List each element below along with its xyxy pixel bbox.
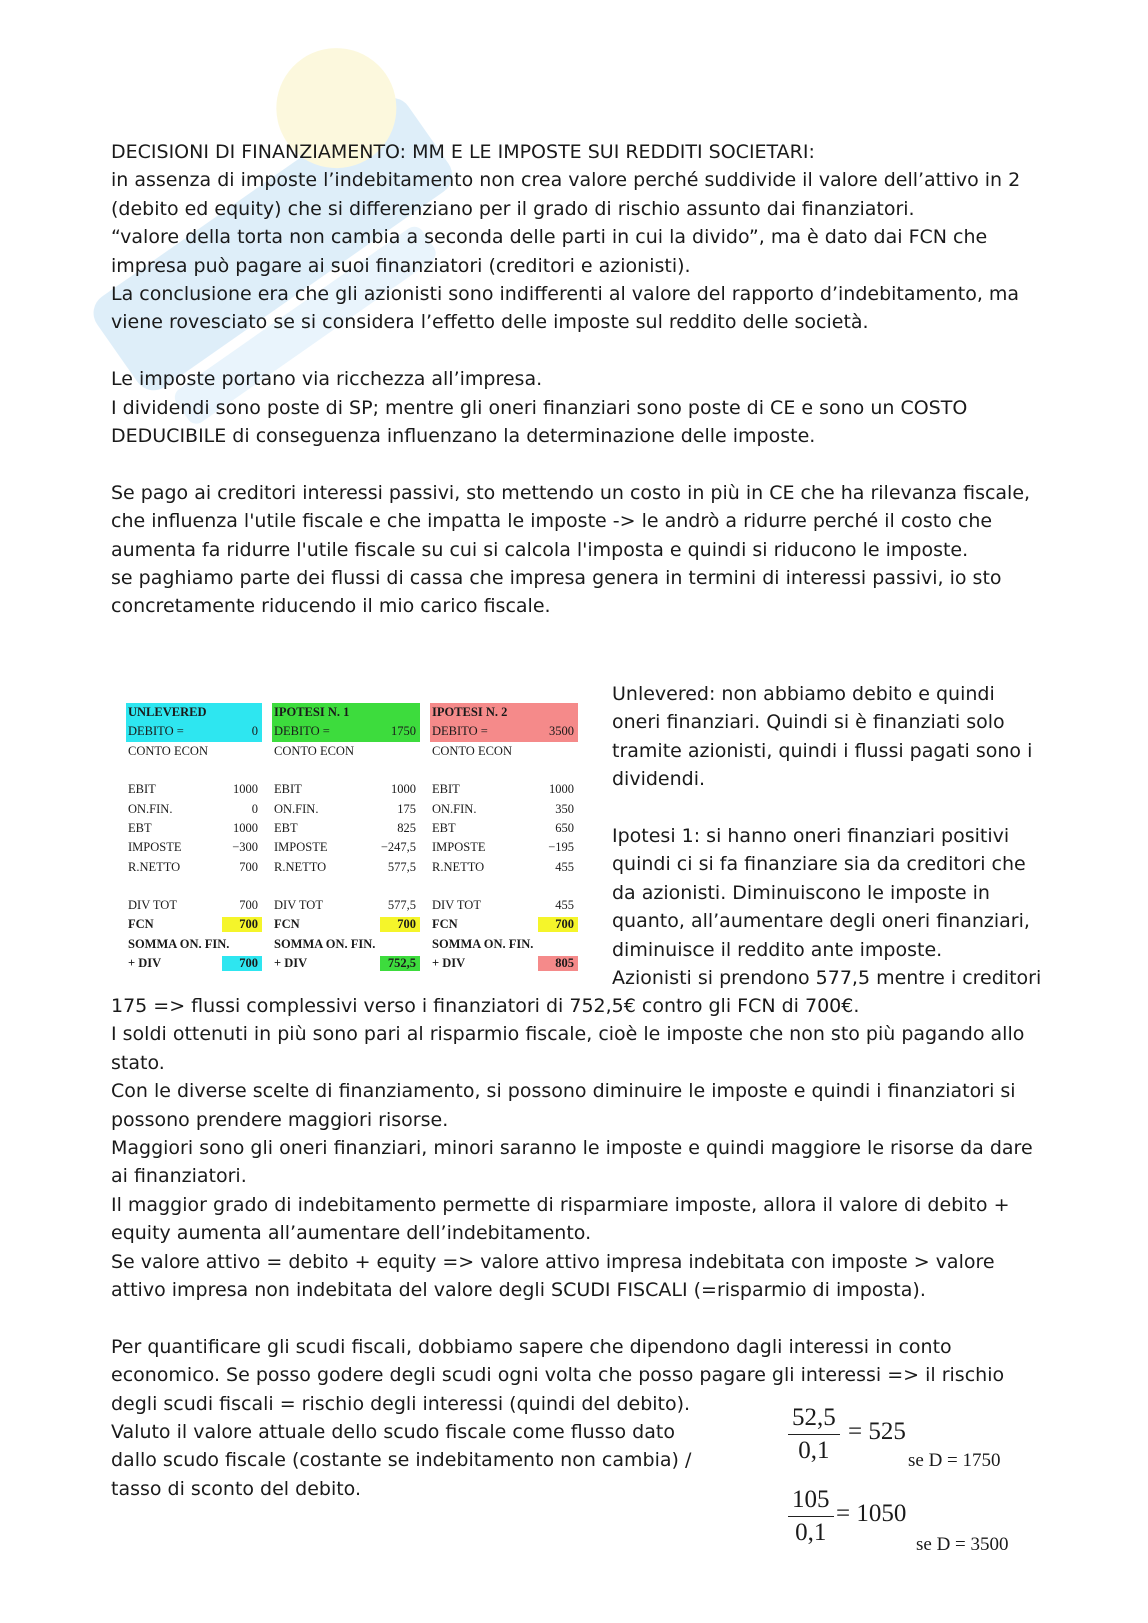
- formula-1-condition: se D = 1750: [908, 1450, 1001, 1471]
- row-value: 1000: [549, 782, 574, 797]
- row-label: ON.FIN.: [432, 801, 477, 816]
- page-title: DECISIONI DI FINANZIAMENTO: MM E LE IMPOSTE SUI REDDITI SOCIETARI:: [111, 141, 815, 163]
- row-label: R.NETTO: [432, 859, 485, 874]
- row-label: SOMMA ON. FIN.: [432, 936, 534, 951]
- document-body-middle: [111, 992, 1048, 1418]
- unlevered-text: Unlevered: non abbiamo debito e quindi oneri finanziari. Quindi si è finanziati solo tramite azionisti, quindi i flussi pagati sono i dividendi.: [612, 683, 1033, 791]
- formula-2-result: = 1050: [836, 1500, 907, 1527]
- formula-1-fraction: [788, 1402, 840, 1467]
- p4-line-1: 175 => flussi complessivi verso i finanziatori di 752,5€ contro gli FCN di 700€.: [111, 995, 860, 1017]
- div-row: [272, 954, 420, 973]
- table-row: [272, 838, 420, 857]
- paragraph-dividendi: I dividendi sono poste di SP; mentre gli oneri finanziari sono poste di CE e sono un COSTO DEDUCIBILE di conseguenza influenzano la determinazione delle imposte.: [111, 396, 968, 448]
- conto-econ-row: [126, 742, 262, 761]
- formula-2-denominator: 0,1: [795, 1519, 827, 1546]
- row-label: EBT: [432, 820, 456, 835]
- document-body-bottom: [111, 1418, 721, 1503]
- fcn-row: [126, 915, 262, 934]
- table-row: [126, 780, 262, 799]
- row-label: DEBITO =: [432, 724, 488, 739]
- row-label: FCN: [128, 917, 154, 932]
- table-ipotesi-1: [272, 703, 420, 973]
- row-value: 805: [538, 956, 578, 971]
- row-label: EBIT: [128, 782, 156, 797]
- formula-1-result: = 525: [848, 1418, 906, 1445]
- row-label: IMPOSTE: [274, 840, 328, 855]
- formula-2-numerator: 105: [788, 1484, 834, 1517]
- table-row: [126, 799, 262, 818]
- row-label: IMPOSTE: [432, 840, 486, 855]
- row-label: + DIV: [432, 956, 466, 970]
- div-tot-row: [430, 896, 578, 915]
- conto-econ-row: [430, 742, 578, 761]
- row-value: 3500: [549, 724, 574, 739]
- row-value: 0: [251, 801, 258, 816]
- row-value: 752,5: [380, 956, 420, 971]
- p4-line-3: Con le diverse scelte di finanziamento, si possono diminuire le imposte e quindi i finanziatori si possono prendere maggiori risorse.: [111, 1080, 1016, 1131]
- blank-row: [272, 877, 420, 896]
- row-label: ON.FIN.: [128, 801, 173, 816]
- row-label: EBT: [128, 820, 152, 835]
- comparison-tables: [126, 703, 578, 975]
- row-value: 1000: [233, 820, 258, 835]
- row-label: CONTO ECON: [128, 743, 208, 758]
- intro-line-1: in assenza di imposte l’indebitamento non crea valore perché suddivide il valore dell’attivo in 2 (debito ed equity) che si differenziano per il grado di rischio assunto dai finanziatori.: [111, 169, 1021, 220]
- table-row: [272, 799, 420, 818]
- formulas: [780, 1402, 1060, 1602]
- row-value: −247,5: [380, 840, 416, 855]
- row-label: SOMMA ON. FIN.: [274, 936, 376, 951]
- fcn-row: [430, 915, 578, 934]
- p6-valore-attuale: Valuto il valore attuale dello scudo fiscale come flusso dato dallo scudo fiscale (costante se indebitamento non cambia) / tasso di sconto del debito.: [111, 1421, 692, 1500]
- row-label: + DIV: [274, 956, 308, 970]
- row-value: −300: [232, 840, 258, 855]
- intro-line-2: “valore della torta non cambia a seconda delle parti in cui la divido”, ma è dato dai FCN che impresa può pagare ai suoi finanziatori (creditori e azionisti).: [111, 226, 988, 277]
- blank-row: [430, 761, 578, 780]
- row-label: EBIT: [274, 782, 302, 797]
- p5-scudi-fiscali: Per quantificare gli scudi fiscali, dobbiamo sapere che dipendono dagli interessi in conto economico. Se posso godere degli scudi ogni volta che posso pagare gli interessi => il rischio degli scudi fiscali = rischio degli interessi (quindi del debito).: [111, 1335, 1005, 1415]
- table-row: [272, 819, 420, 838]
- row-label: R.NETTO: [274, 859, 327, 874]
- conto-econ-row: [272, 742, 420, 761]
- div-tot-row: [126, 896, 262, 915]
- row-label: UNLEVERED: [128, 705, 207, 720]
- table-row: [126, 857, 262, 876]
- fcn-row: [272, 915, 420, 934]
- intro-line-3: La conclusione era che gli azionisti sono indifferenti al valore del rapporto d’indebitamento, ma viene rovesciato se si considera l’effetto delle imposte sul reddito delle società.: [111, 283, 1020, 334]
- row-value: 700: [222, 956, 262, 971]
- row-value: 1750: [391, 724, 416, 739]
- row-label: IPOTESI N. 2: [432, 705, 508, 720]
- ipotesi1-text: Ipotesi 1: si hanno oneri finanziari positivi quindi ci si fa finanziare sia da creditori che da azionisti. Diminuiscono le imposte in quanto, all’aumentare degli oneri finanziari, diminuisce il reddito ante imposte.: [612, 825, 1030, 961]
- row-value: 0: [251, 724, 258, 739]
- paragraph-interessi-2: se paghiamo parte dei flussi di cassa che impresa genera in termini di interessi passivi, io sto concretamente riducendo il mio carico fiscale.: [111, 567, 1002, 618]
- somma-row: [126, 935, 262, 954]
- debito-row: [126, 722, 262, 741]
- table-explanation: [612, 680, 1042, 992]
- row-label: EBT: [274, 820, 298, 835]
- p4-line-6: Se valore attivo = debito + equity => valore attivo impresa indebitata con imposte > valore attivo impresa non indebitata del valore degli SCUDI FISCALI (=risparmio di imposta).: [111, 1250, 995, 1302]
- row-value: 700: [239, 859, 258, 874]
- row-value: 700: [239, 898, 258, 913]
- somma-row: [430, 935, 578, 954]
- row-label: DEBITO =: [274, 724, 330, 739]
- blank-row: [272, 761, 420, 780]
- table-row: [430, 819, 578, 838]
- somma-row: [272, 935, 420, 954]
- table-header: [272, 703, 420, 722]
- blank-row: [126, 877, 262, 896]
- row-label: DIV TOT: [274, 898, 323, 913]
- table-unlevered: [126, 703, 262, 973]
- row-value: 650: [555, 820, 574, 835]
- formula-2-fraction: [788, 1484, 834, 1549]
- div-tot-row: [272, 896, 420, 915]
- p4-line-2: I soldi ottenuti in più sono pari al risparmio fiscale, cioè le imposte che non sto più pagando allo stato.: [111, 1023, 1025, 1074]
- row-label: FCN: [274, 917, 300, 932]
- p4-line-5: Il maggior grado di indebitamento permette di risparmiare imposte, allora il valore di debito + equity aumenta all’aumentare dell’indebitamento.: [111, 1193, 1010, 1245]
- table-row: [430, 838, 578, 857]
- formula-1-denominator: 0,1: [798, 1437, 830, 1464]
- formula-1-numerator: 52,5: [788, 1402, 840, 1435]
- document-body-top: [111, 138, 1048, 621]
- paragraph-interessi-1: Se pago ai creditori interessi passivi, sto mettendo un costo in più in CE che ha rilevanza fiscale, che influenza l'utile fiscale e che impatta le imposte -> le andrò a ridurre perché il costo che aumenta fa ridurre l'utile fiscale su cui si calcola l'imposta e quindi si riducono le imposte.: [111, 481, 1031, 561]
- table-ipotesi-2: [430, 703, 578, 973]
- table-row: [430, 857, 578, 876]
- table-header: [126, 703, 262, 722]
- table-header: [430, 703, 578, 722]
- row-value: 825: [397, 820, 416, 835]
- table-row: [430, 799, 578, 818]
- row-label: R.NETTO: [128, 859, 181, 874]
- row-label: + DIV: [128, 956, 162, 970]
- row-label: IMPOSTE: [128, 840, 182, 855]
- table-row: [126, 819, 262, 838]
- row-label: DIV TOT: [432, 898, 481, 913]
- row-value: 455: [555, 859, 574, 874]
- row-label: ON.FIN.: [274, 801, 319, 816]
- row-value: 700: [222, 917, 262, 932]
- debito-row: [430, 722, 578, 741]
- table-row: [272, 780, 420, 799]
- p4-line-4: Maggiori sono gli oneri finanziari, minori saranno le imposte e quindi maggiore le risorse da dare ai finanziatori.: [111, 1137, 1033, 1188]
- table-row: [430, 780, 578, 799]
- row-label: FCN: [432, 917, 458, 932]
- row-label: IPOTESI N. 1: [274, 705, 350, 720]
- blank-row: [430, 877, 578, 896]
- row-label: DIV TOT: [128, 898, 177, 913]
- table-row: [272, 857, 420, 876]
- azionisti-text: Azionisti si prendono 577,5 mentre i creditori: [612, 967, 1042, 990]
- debito-row: [272, 722, 420, 741]
- row-value: 700: [380, 917, 420, 932]
- row-value: 175: [397, 801, 416, 816]
- row-label: EBIT: [432, 782, 460, 797]
- row-value: 1000: [233, 782, 258, 797]
- row-value: 1000: [391, 782, 416, 797]
- table-row: [126, 838, 262, 857]
- row-value: 350: [555, 801, 574, 816]
- row-value: 577,5: [387, 859, 416, 874]
- div-row: [126, 954, 262, 973]
- row-value: 700: [538, 917, 578, 932]
- row-label: CONTO ECON: [432, 743, 512, 758]
- paragraph-imposte: Le imposte portano via ricchezza all’impresa.: [111, 368, 543, 391]
- row-label: SOMMA ON. FIN.: [128, 936, 230, 951]
- row-label: DEBITO =: [128, 724, 184, 739]
- row-value: 577,5: [387, 898, 416, 913]
- row-value: −195: [548, 840, 574, 855]
- div-row: [430, 954, 578, 973]
- formula-2-condition: se D = 3500: [916, 1534, 1009, 1555]
- row-label: CONTO ECON: [274, 743, 354, 758]
- row-value: 455: [555, 898, 574, 913]
- blank-row: [126, 761, 262, 780]
